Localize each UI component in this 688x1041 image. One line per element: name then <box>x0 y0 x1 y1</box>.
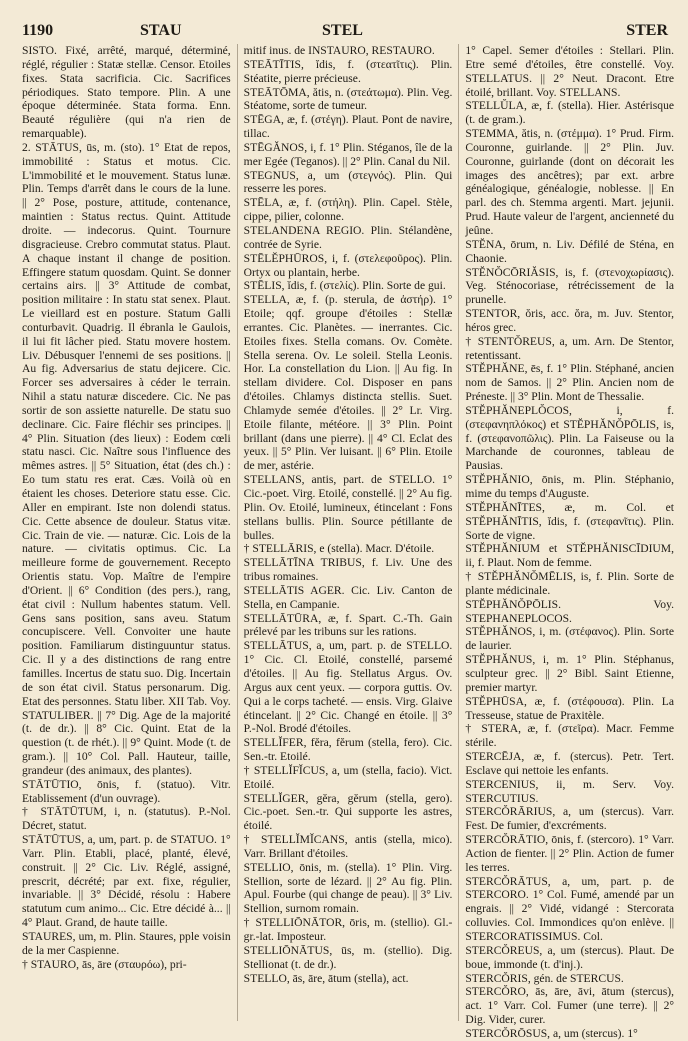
dictionary-entry: STĔPHĂNOS, i, m. (στέφανος). Plin. Sorte de laurier. <box>465 625 675 653</box>
dictionary-entry: † STELLĬFĬCUS, a, um (stella, facio). Vict. Etoilé. <box>243 763 453 791</box>
header-guide-word-left: STAU <box>140 22 182 39</box>
dictionary-entry: STĔPHĂNIUM et STĔPHĂNISCĪDIUM, ii, f. Plaut. Nom de femme. <box>465 542 675 570</box>
column-left <box>22 44 231 1021</box>
dictionary-entry: STĔPHĂNĪTES, æ, m. Col. et STĔPHĂNĪTIS, ĭdis, f. (στεφανῖτις). Plin. Sorte de vigne. <box>465 500 675 542</box>
dictionary-entry: STEGNUS, a, um (στεγνός). Plin. Qui resserre les pores. <box>243 168 453 196</box>
dictionary-entry: STĔPHĂNEPLŎCOS, i, f. (στεφανηπλόκος) et STĔPHĂNŎPŌLIS, is, f. (στεφανοπῶλις). Plin. La Faiseuse ou la Marchande de couronnes, tableau de Pausias. <box>465 403 675 473</box>
column-middle <box>244 44 453 1021</box>
dictionary-entry: † STĔPHĂNŎMĒLIS, is, f. Plin. Sorte de plante médicinale. <box>465 570 675 597</box>
text-columns <box>22 44 675 1040</box>
header-guide-word-middle: STEL <box>322 22 363 39</box>
dictionary-entry: † STĀTŪTUM, i, n. (statutus). P.-Nol. Décret, statut. <box>22 805 231 833</box>
dictionary-entry: STĔNŎCŌRIĂSIS, is, f. (στενοχωρίασις). Veg. Sténocoriase, rétrécissement de la prunelle. <box>465 265 675 307</box>
dictionary-entry: STĔPHĂNUS, i, m. 1° Plin. Stéphanus, sculpteur grec. || 2° Bibl. Saint Etienne, premier martyr. <box>465 653 675 694</box>
dictionary-entry: † STENTŎREUS, a, um. Arn. De Stentor, retentissant. <box>465 334 675 362</box>
dictionary-entry: 1° Capel. Semer d'étoiles : Stellari. Plin. Etre semé d'étoiles, être constellé. Voy. STELLATUS. || 2° Neut. Dracont. Etre étoilé, brillant. Voy. STELLANS. <box>465 44 675 99</box>
dictionary-entry: STERCŎREUS, a, um (stercus). Plaut. De boue, immonde (t. d'inj.). <box>465 943 675 971</box>
dictionary-entry: † STERA, æ, f. (στεῖρα). Macr. Femme stérile. <box>465 722 675 750</box>
dictionary-entry: mitif inus. de INSTAURO, RESTAURO. <box>243 44 435 57</box>
dictionary-entry: STĒGĂNOS, i, f. 1° Plin. Stéganos, île de la mer Egée (Teganos). || 2° Plin. Canal du Nil. <box>243 140 453 168</box>
dictionary-entry: STELLANS, antis, part. de STELLO. 1° Cic.-poet. Virg. Etoilé, constellé. || 2° Au fig. Plin. Ov. Etoilé, lumineux, étincelant : Fons stellans bullis. Plin. Source pétillante de bulles. <box>243 473 453 542</box>
column-right <box>465 44 675 1040</box>
dictionary-entry: STELLA, æ, f. (p. sterula, de ἀστήρ). 1° Etoile; qqf. groupe d'étoiles : Stellæ errantes. Cic. Planètes. — inerrantes. Cic. Etoiles fixes. Stella comans. Ov. Comète. Stella serena. Ov. Le soleil. Stella Leonis. Hor. La constellation du Lion. || Au fig. In stellam dividere. Col. Disposer en pans d'étoiles. Chlamys distincta stellis. Suet. Chlamyde semée d'étoiles. || 2° Lr. Virg. Etoile filante, météore. || 3° Plin. Point brillant (dans une pierre). || 4° Cl. Eclat des yeux. || 5° Plin. Ver luisant. || 6° Plin. Etoile de mer, astérie. <box>243 293 453 473</box>
column-divider <box>237 44 238 1021</box>
dictionary-entry: STERCŎRĀRIUS, a, um (stercus). Varr. Fest. De fumier, d'excréments. <box>465 805 675 833</box>
page-number: 1190 <box>22 22 54 39</box>
dictionary-entry: STEĀTĪTIS, ĭdis, f. (στεατῖτις). Plin. Stéatite, pierre précieuse. <box>243 57 453 85</box>
dictionary-entry: † STELLĀRIS, e (stella). Macr. D'étoile. <box>243 542 435 556</box>
dictionary-entry: STĒLIS, ĭdis, f. (στελίς). Plin. Sorte de gui. <box>243 279 446 293</box>
dictionary-entry: STĔPHĂNIO, ōnis, m. Plin. Stéphanio, mime du temps d'Auguste. <box>465 473 675 500</box>
dictionary-entry: † STAURO, ās, āre (σταυρόω), pri- <box>22 957 187 971</box>
dictionary-entry: STERCŎRIS, gén. de STERCUS. <box>465 971 624 985</box>
dictionary-entry: STĔNA, ōrum, n. Liv. Défilé de Sténa, en Chaonie. <box>465 237 675 265</box>
dictionary-entry: STEMMA, ătis, n. (στέμμα). 1° Prud. Firm. Couronne, guirlande. || 2° Plin. Juv. Couronne, guirlande (dont on décorait les images des ancêtres); par ext. arbre généalogique, généalogie, noblesse. || En parl. des ch. Stemma argenti. Mart. jejunii. Prud. Haute valeur de l'argent, ancienneté du jeûne. <box>465 127 675 237</box>
dictionary-entry: STĒGA, æ, f. (στέγη). Plaut. Pont de navire, tillac. <box>243 113 453 141</box>
dictionary-entry: STENTOR, ŏris, acc. ŏra, m. Juv. Stentor, héros grec. <box>465 307 675 334</box>
dictionary-entry: STAURES, um, m. Plin. Staures, pple voisin de la mer Caspienne. <box>22 930 231 957</box>
dictionary-entry: STĒLA, æ, f. (στήλη). Plin. Capel. Stèle, cippe, pilier, colonne. <box>243 196 453 224</box>
dictionary-entry: STELLĬFER, fĕra, fĕrum (stella, fero). Cic. Sen.-tr. Etoilé. <box>243 736 453 764</box>
dictionary-entry: STERCŎRĀTIO, ōnis, f. (stercoro). 1° Varr. Action de fienter. || 2° Plin. Action de fumer les terres. <box>465 833 675 874</box>
dictionary-entry: STELLĀTŪRA, æ, f. Spart. C.-Th. Gain prélevé par les tribuns sur les rations. <box>243 611 453 639</box>
dictionary-entry: † STELLĬMĬCANS, antis (stella, mico). Varr. Brillant d'étoiles. <box>243 833 453 860</box>
header-guide-word-right: STER <box>626 22 668 39</box>
dictionary-entry: STĔPHŪSA, æ, f. (στέφουσα). Plin. La Tresseuse, statue de Praxitèle. <box>465 694 675 722</box>
dictionary-entry: † STELLIŌNĀTOR, ōris, m. (stellio). Gl.-gr.-lat. Imposteur. <box>243 916 453 943</box>
dictionary-entry: STĔPHĂNE, ēs, f. 1° Plin. Stéphané, ancien nom de Samos. || 2° Plin. Ancien nom de Préneste. || 3° Plin. Mont de Thessalie. <box>465 362 675 404</box>
dictionary-entry: STELLĀTIS AGER. Cic. Liv. Canton de Stella, en Campanie. <box>243 583 453 611</box>
dictionary-entry: STERCŎRO, ās, āre, āvi, ātum (stercus), act. 1° Varr. Col. Fumer (une terre). || 2° Dig. Vider, curer. <box>465 985 675 1027</box>
dictionary-entry: STELLIO, ōnis, m. (stella). 1° Plin. Virg. Stellion, sorte de lézard. || 2° Au fig. Plin. Apul. Fourbe (qui change de peau). || 3° Liv. Stellion, surnom romain. <box>243 860 453 916</box>
dictionary-entry: STELLIŌNĀTUS, ūs, m. (stellio). Dig. Stellionat (t. de dr.). <box>243 943 453 971</box>
dictionary-entry: STELANDENA REGIO. Plin. Stélandène, contrée de Syrie. <box>243 223 453 251</box>
dictionary-entry: STELLĀTĪNA TRIBUS, f. Liv. Une des tribus romaines. <box>243 556 453 584</box>
dictionary-entry: STELLO, ās, āre, ātum (stella), act. <box>243 971 409 985</box>
dictionary-entry: STĒLĔPHŪROS, i, f. (στελεφοῦρος). Plin. Ortyx ou plantain, herbe. <box>243 251 453 279</box>
dictionary-entry: STĀTŪTUS, a, um, part. p. de STATUO. 1° Varr. Plin. Etabli, placé, planté, élevé, construit. || 2° Cic. Liv. Réglé, assigné, prescrit, décrété; par ext. fixe, régulier, invariable. || 3° Décidé, résolu : Habere statutum cum animo... Cic. Etre décidé à... || 4° Plaut. Grand, de haute taille. <box>22 833 231 930</box>
dictionary-entry: SISTO. Fixé, arrêté, marqué, déterminé, réglé, régulier : Statæ stellæ. Censor. Etoiles fixes. Stata sacrificia. Cic. Sacrifices périodiques. Stato tempore. Plin. A une époque déterminée. Stata forma. Enn. Beauté régulière (qui n'a rien de remarquable). <box>22 44 231 141</box>
dictionary-entry: 2. STĀTUS, ūs, m. (sto). 1° Etat de repos, immobilité : Status et motus. Cic. L'immobilité et le mouvement. Status lunæ. Plin. Temps d'arrêt dans le cours de la lune. || 2° Pose, posture, attitude, contenance, maintien : Status rectus. Quint. Attitude droite. — indecorus. Quint. Tournure disgracieuse. Crebro commutat status. Plaut. A chaque instant il change de position. Effingere statum quosdam. Quint. Se donner certains airs. || 3° Attitude de combat, position militaire : In statu stat senex. Plaut. Le vieillard est en posture. Statum Galli conturbavit. Quadrig. Il ébranla le Gaulois, il lui fit lâcher pied. Statu movere hostem. Liv. Débusquer l'ennemi de ses positions. || Au fig. Adversarius de statu dejicere. Cic. Forcer ses adversaires à céder le terrain. Nihil a statu naturæ discedere. Cic. Ne pas sortir de son assiette naturelle. De statu suo declinare. Cic. Faire fléchir ses principes. || 4° Plin. Situation (des lieux) : Eodem cœli statu nasci. Cic. Naître sous l'influence des mêmes astres. || 5° Situation, état (des ch.) : Eo tum statu res erat. Cæs. Voilà où en étaient les choses. Deteriore statu esse. Cic. Aller en empirant. Iste non dolendi status. Cic. Cette absence de douleur. Status vitæ. Cic. Train de vie. — naturæ. Cic. Lois de la nature. — civitatis optimus. Cic. La meilleure forme de gouvernement. Recepto Orientis statu. Vop. Maître de l'empire d'Orient. || 6° Condition (des pers.), rang, état civil : Nullum habentes statum. Vell. Gens sans position, sans aveu. Statum concupiscere. Vell. Convoiter une haute position. Familiarum distinguuntur status. Cic. Il y a des distinctions de rang entre familles. Incertus de statu suo. Dig. Incertain de son état civil. Status personarum. Dig. Etat des personnes. Statu liber. XII Tab. Voy. STATULIBER. || 7° Dig. Age de la majorité (t. de dr.). || 8° Cic. Quint. Etat de la question (t. de rhét.). || 9° Quint. Mode (t. de gram.). || 10° Col. Pall. Hauteur, taille, grandeur (des animaux, des plantes). <box>22 140 231 777</box>
dictionary-entry: STELLŬLA, æ, f. (stella). Hier. Astérisque (t. de gram.). <box>465 99 675 127</box>
dictionary-entry: STERCĒJA, æ, f. (stercus). Petr. Tert. Esclave qui nettoie les enfants. <box>465 750 675 777</box>
dictionary-entry: STERCŎRŌSUS, a, um (stercus). 1° <box>465 1026 638 1040</box>
page-header <box>22 22 674 42</box>
dictionary-entry: STĔPHĂNŎPŌLIS. Voy. STEPHANEPLOCOS. <box>465 597 675 625</box>
dictionary-entry: STEĀTŌMA, ătis, n. (στεάτωμα). Plin. Veg. Stéatome, sorte de tumeur. <box>243 85 453 113</box>
dictionary-entry: STELLĀTUS, a, um, part. p. de STELLO. 1° Cic. Cl. Etoilé, constellé, parsemé d'étoiles. || Au fig. Stellatus Argus. Ov. Argus aux cent yeux. — corpora guttis. Ov. Qui a le corps tacheté. — ensis. Virg. Glaive étincelant. || 2° Cic. Changé en étoile. || 3° P.-Nol. Brodé d'étoiles. <box>243 639 453 736</box>
dictionary-entry: STĀTŪTIO, ōnis, f. (statuo). Vitr. Etablissement (d'un ouvrage). <box>22 777 231 805</box>
dictionary-entry: STERCŎRĀTUS, a, um, part. p. de STERCORO. 1° Col. Fumé, amendé par un engrais. || 2° Vidé, vidangé : Stercorata colluvies. Col. Immondices qu'on enlève. || STERCORATISSIMUS. Col. <box>465 874 675 943</box>
dictionary-entry: STELLĬGER, gĕra, gĕrum (stella, gero). Cic.-poet. Sen.-tr. Qui supporte les astres, étoilé. <box>243 791 453 833</box>
dictionary-entry: STERCENIUS, ii, m. Serv. Voy. STERCUTIUS. <box>465 777 675 805</box>
column-divider <box>458 44 459 1021</box>
